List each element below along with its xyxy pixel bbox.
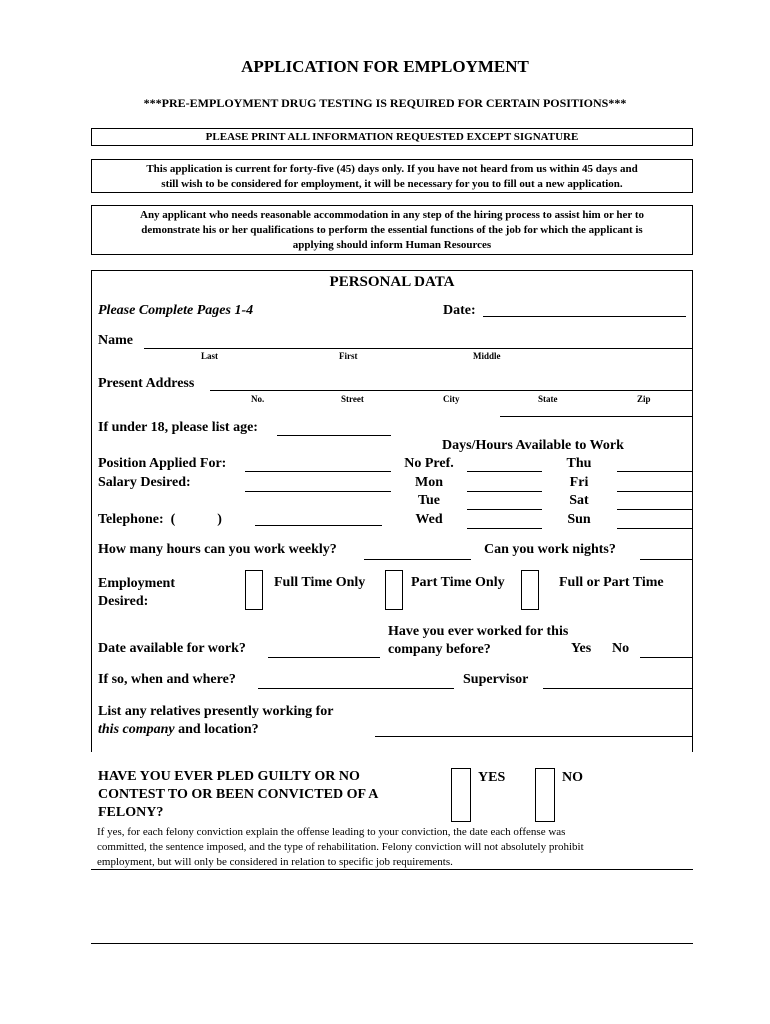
nights-label: Can you work nights?	[484, 542, 616, 557]
day-field-tue[interactable]	[467, 509, 542, 510]
day-label-wed: Wed	[415, 512, 443, 527]
current-notice-line: still wish to be considered for employment, it will be necessary for you to fill out a new application.	[161, 178, 623, 190]
complete-pages-note: Please Complete Pages 1-4	[98, 303, 254, 318]
personal-data-heading: PERSONAL DATA	[329, 274, 455, 290]
address-state-caption: State	[538, 394, 558, 404]
drug-testing-notice: ***PRE-EMPLOYMENT DRUG TESTING IS REQUIRED FOR CERTAIN POSITIONS***	[143, 96, 627, 110]
name-label: Name	[98, 333, 133, 348]
when-where-field[interactable]	[258, 688, 454, 689]
day-field-no-pref[interactable]	[467, 471, 542, 472]
day-label-fri: Fri	[569, 475, 589, 490]
relatives-italic-text: this company	[98, 722, 175, 737]
date-available-label: Date available for work?	[98, 641, 246, 656]
position-label: Position Applied For:	[98, 456, 227, 471]
name-last-caption: Last	[201, 351, 219, 361]
telephone-field[interactable]	[255, 525, 382, 526]
under-18-age-field[interactable]	[277, 435, 391, 436]
day-label-tue: Tue	[417, 493, 441, 508]
felony-yes-label: YES	[478, 770, 506, 785]
relatives-label	[98, 703, 334, 739]
address-label: Present Address	[98, 376, 195, 391]
position-field[interactable]	[245, 471, 391, 472]
full-or-part-label: Full or Part Time	[559, 575, 664, 590]
when-where-label: If so, when and where?	[98, 672, 236, 687]
print-notice: PLEASE PRINT ALL INFORMATION REQUESTED EXCEPT SIGNATURE	[205, 131, 579, 143]
current-notice-box	[91, 159, 693, 193]
worked-before-yes[interactable]: Yes	[571, 641, 592, 656]
felony-yes-checkbox[interactable]	[451, 768, 471, 822]
address-city-caption: City	[443, 394, 460, 404]
felony-note-line: If yes, for each felony conviction explain the offense leading to your conviction, the date each offense was	[97, 826, 566, 838]
relatives-field[interactable]	[375, 736, 692, 737]
felony-question-line: CONTEST TO OR BEEN CONVICTED OF A	[98, 787, 379, 802]
current-notice	[92, 160, 692, 192]
full-or-part-checkbox[interactable]	[521, 570, 539, 610]
felony-question-line: HAVE YOU EVER PLED GUILTY OR NO	[98, 769, 360, 784]
telephone-label: Telephone: ( )	[98, 512, 222, 527]
felony-note-underline	[91, 869, 693, 870]
day-field-sat[interactable]	[617, 509, 692, 510]
accommodation-notice-line: demonstrate his or her qualifications to perform the essential functions of the job for which the applicant is	[141, 224, 643, 236]
day-label-no-pref: No Pref.	[404, 456, 454, 471]
date-label: Date:	[443, 303, 476, 318]
hours-weekly-field[interactable]	[364, 559, 471, 560]
felony-no-checkbox[interactable]	[535, 768, 555, 822]
page-title: APPLICATION FOR EMPLOYMENT	[241, 57, 529, 76]
address-street-caption: Street	[341, 394, 364, 404]
print-notice-box	[91, 128, 693, 146]
accommodation-notice-line: applying should inform Human Resources	[292, 239, 492, 251]
date-available-field[interactable]	[268, 657, 380, 658]
part-time-label: Part Time Only	[411, 575, 505, 590]
address-line-2-field[interactable]	[500, 416, 692, 417]
worked-before-line: Have you ever worked for this	[388, 624, 569, 639]
worked-before-field[interactable]	[640, 657, 692, 658]
felony-question	[98, 768, 378, 822]
name-middle-caption: Middle	[473, 351, 501, 361]
address-zip-caption: Zip	[637, 394, 651, 404]
felony-note	[97, 825, 584, 870]
supervisor-field[interactable]	[543, 688, 692, 689]
relatives-rest-text: and location?	[174, 722, 259, 737]
day-field-thu[interactable]	[617, 471, 692, 472]
hours-weekly-label: How many hours can you work weekly?	[98, 542, 337, 557]
nights-field[interactable]	[640, 559, 692, 560]
current-notice-line: This application is current for forty-five (45) days only. If you have not heard from us within 45 days and	[146, 163, 638, 175]
worked-before-line: company before?	[388, 642, 491, 657]
worked-before-label	[388, 623, 568, 659]
salary-label: Salary Desired:	[98, 475, 191, 490]
date-field[interactable]	[483, 316, 686, 317]
felony-no-label: NO	[562, 770, 583, 785]
employment-desired-label	[98, 575, 175, 611]
day-label-sun: Sun	[567, 512, 591, 527]
supervisor-label: Supervisor	[463, 672, 529, 687]
accommodation-notice-line: Any applicant who needs reasonable accommodation in any step of the hiring process to assist him or her to	[140, 209, 644, 221]
relatives-line: List any relatives presently working for	[98, 704, 334, 719]
name-first-caption: First	[339, 351, 358, 361]
day-field-wed[interactable]	[467, 528, 542, 529]
employment-desired-line: Employment	[98, 576, 175, 591]
day-label-mon: Mon	[415, 475, 443, 490]
day-field-fri[interactable]	[617, 491, 692, 492]
felony-explanation-field[interactable]	[91, 943, 693, 944]
address-field[interactable]	[210, 390, 692, 391]
part-time-checkbox[interactable]	[385, 570, 403, 610]
full-time-label: Full Time Only	[274, 575, 366, 590]
felony-question-line: FELONY?	[98, 805, 164, 820]
day-label-thu: Thu	[566, 456, 592, 471]
salary-field[interactable]	[245, 491, 391, 492]
felony-note-line: employment, but will only be considered in relation to specific job requirements.	[97, 856, 453, 868]
day-field-mon[interactable]	[467, 491, 542, 492]
day-field-sun[interactable]	[617, 528, 692, 529]
days-available-heading: Days/Hours Available to Work	[442, 438, 624, 453]
name-field[interactable]	[144, 348, 692, 349]
worked-before-no[interactable]: No	[612, 641, 630, 656]
day-label-sat: Sat	[569, 493, 589, 508]
address-no-caption: No.	[251, 394, 265, 404]
under-18-label: If under 18, please list age:	[98, 420, 258, 435]
accommodation-notice-box	[91, 205, 693, 255]
accommodation-notice	[92, 206, 692, 253]
felony-note-line: committed, the sentence imposed, and the type of rehabilitation. Felony conviction will not absolutely prohibit	[97, 841, 584, 853]
employment-desired-line: Desired:	[98, 594, 149, 609]
full-time-checkbox[interactable]	[245, 570, 263, 610]
